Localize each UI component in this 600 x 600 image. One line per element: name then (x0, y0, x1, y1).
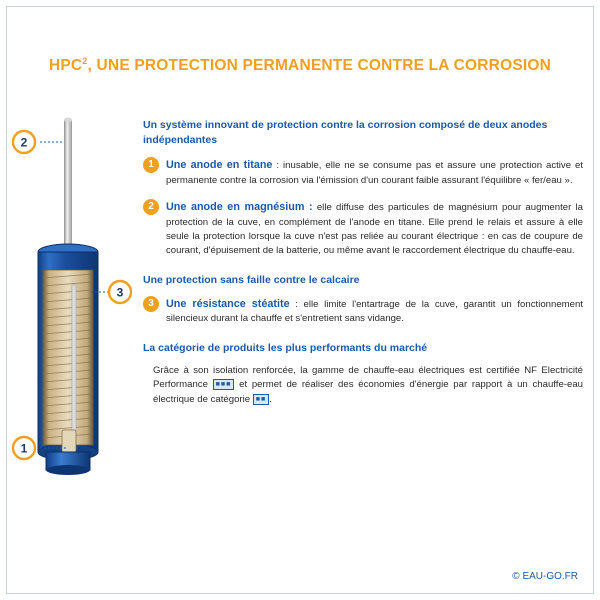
callout-3-marker (109, 281, 131, 303)
item-3-title: Une résistance stéatite (166, 298, 290, 310)
item-3-text: : elle limite l'entartrage de la cuve, garantit un fonctionnement silencieux durant la chauffe et s'entretient sans vidange. (166, 299, 583, 325)
nf-rating-badge-1: ■■■ (213, 379, 235, 390)
content-column (143, 118, 583, 407)
item-2-text: elle diffuse des particules de magnésium pour augmenter la protection de la cuve, en complément de l'anode en titane. Elle prend le relais et assure à elle seule la protection lorsque la cuve n'est pas reliée au courant électrique : en cas de coupure de courant, d'épuisement de la batterie, ou même avant le raccordement électrique du chauffe-eau. (166, 202, 583, 257)
subhead-calcaire: Une protection sans faille contre le calcaire (143, 273, 360, 286)
steatite-resistance (62, 430, 76, 452)
categorie-text-2: et permet de réaliser des économies d'énergie par rapport à un chauffe-eau électrique de catégorie (153, 379, 583, 405)
list-item (143, 199, 583, 259)
item-1-title: Une anode en titane (166, 159, 273, 172)
item-1-text: : inusable, elle ne se consume pas et assure une protection active et permanente contre la corrosion via l'émission d'un courant faible assurant l'équilibre « fer/eau ». (166, 160, 583, 186)
nf-rating-badge-2: ■■ (253, 394, 269, 405)
svg-text:2: 2 (20, 135, 28, 150)
svg-text:3: 3 (116, 285, 124, 300)
callout-1-marker (13, 437, 35, 459)
tank-base (46, 452, 90, 475)
categorie-text-1: Grâce à son isolation renforcée, la gamme de chauffe-eau électriques est certifiée NF Electricité Performance (153, 365, 583, 391)
water-heater-illustration (10, 100, 140, 490)
title-superscript: 2 (82, 56, 88, 67)
page-title (0, 56, 600, 75)
callout-2-marker (13, 131, 35, 153)
bullet-1: 1 (143, 157, 159, 173)
subhead-categorie: La catégorie de produits les plus performants du marché (143, 341, 428, 354)
footer-copyright: © EAU-GO.FR (512, 571, 578, 582)
title-rest: , UNE PROTECTION PERMANENTE CONTRE LA CORROSION (87, 57, 552, 75)
paragraph-categorie (143, 364, 583, 407)
bullet-2: 2 (143, 199, 159, 215)
anode-magnesium-rod (64, 118, 72, 250)
bullet-3: 3 (143, 296, 159, 312)
list-item (143, 157, 583, 188)
svg-text:1: 1 (20, 441, 28, 456)
tank-cutaway-interior (43, 270, 93, 445)
item-2-title: Une anode en magnésium : (166, 201, 313, 214)
categorie-text-3: . (269, 393, 272, 405)
lead-paragraph: Un système innovant de protection contre la corrosion composé de deux anodes indépendantes (143, 119, 548, 147)
title-prefix: HPC (48, 57, 83, 75)
list-item (143, 296, 583, 327)
